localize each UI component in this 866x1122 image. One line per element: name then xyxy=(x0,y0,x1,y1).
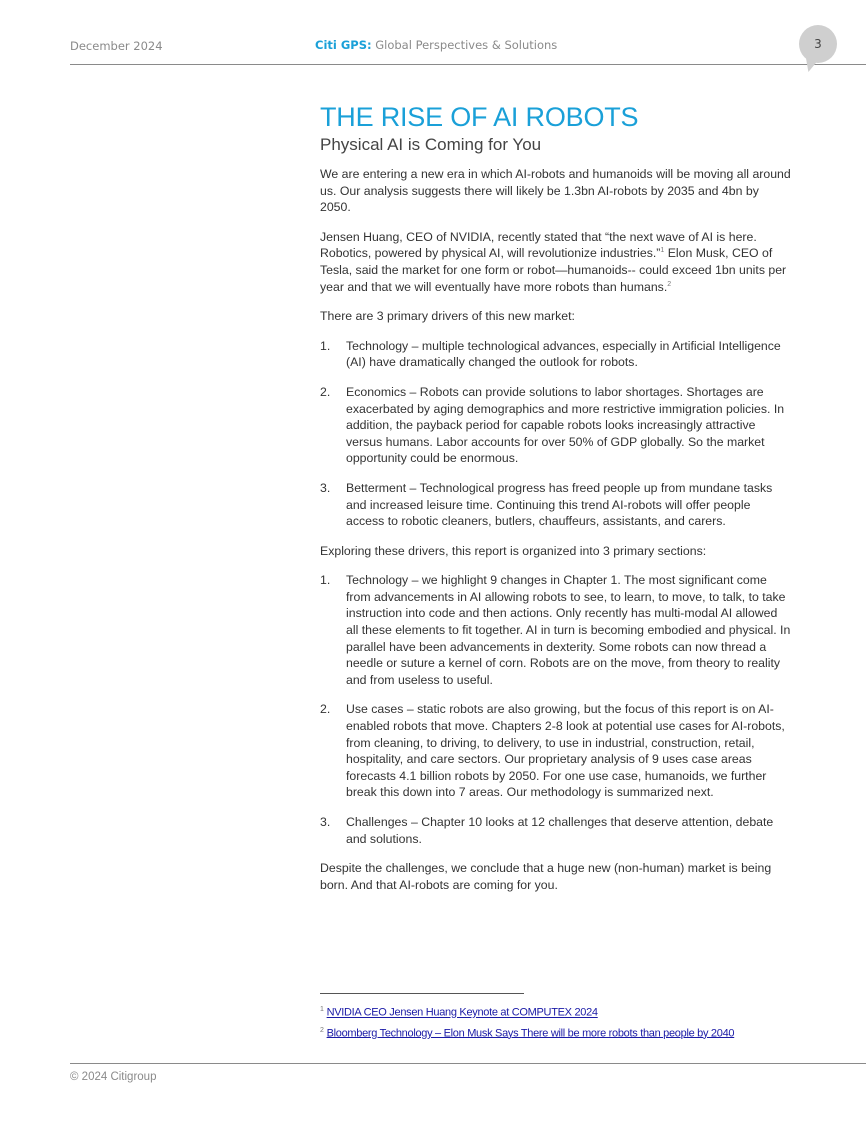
list-number: 1. xyxy=(320,573,331,588)
list-text: Technology – multiple technological advances, especially in Artificial Intelligence (AI) have dramatically changed the outlook for robots. xyxy=(346,338,781,370)
list-item xyxy=(320,814,792,847)
footnotes xyxy=(320,1001,790,1042)
header-date: December 2024 xyxy=(70,39,163,53)
list-item xyxy=(320,384,792,467)
list-number: 3. xyxy=(320,480,331,495)
footnote-ref-1[interactable]: 1 xyxy=(660,247,665,255)
header-brand xyxy=(315,38,557,52)
brand-tagline: Global Perspectives & Solutions xyxy=(371,38,558,52)
list-text: Economics – Robots can provide solutions to labor shortages. Shortages are exacerbated by aging demographics and more restrictive immigration policies. In addition, the payback period for capable robots looks increasingly attractive versus humans. Labor accounts for over 50% of GDP globally. So the market opportunity could be enormous. xyxy=(346,384,785,466)
huang-quote: Jensen Huang, CEO of NVIDIA, recently stated that “the next wave of AI is here. Robotics, powered by physical AI, will revolutionize industries.” xyxy=(320,229,757,261)
drivers-list xyxy=(320,338,792,530)
list-item xyxy=(320,701,792,801)
list-text: Technology – we highlight 9 changes in Chapter 1. The most significant come from advancements in AI allowing robots to see, to learn, to move, to talk, to take instruction into code and then actions. Only recently has multi-modal AI allowed all these elements to fit together. AI in turn is becoming embodied and physical. In parallel have been advancements in dexterity. Some robots can now thread a needle or suture a kernel of corn. Robots are on the move, from theory to reality and from useless to useful. xyxy=(346,573,791,687)
header-divider xyxy=(70,64,866,65)
sections-list xyxy=(320,572,792,847)
page-number-badge: 3 xyxy=(799,25,837,63)
footnote-divider xyxy=(320,993,524,994)
footnote-link-nvidia[interactable]: NVIDIA CEO Jensen Huang Keynote at COMPUTEX 2024 xyxy=(326,1006,598,1019)
list-number: 2. xyxy=(320,384,331,399)
footer-divider xyxy=(70,1063,866,1064)
list-number: 2. xyxy=(320,702,331,717)
page-title: THE RISE OF AI ROBOTS xyxy=(320,102,639,132)
copyright: © 2024 Citigroup xyxy=(70,1071,157,1083)
list-text: Use cases – static robots are also growing, but the focus of this report is on AI-enabled robots that move. Chapters 2-8 look at potential use cases for AI-robots, from cleaning, to driving, to delivery, to use in industrial, construction, retail, hospitality, and care sectors. Our proprietary analysis of 9 uses case areas forecasts 4.1 billion robots by 2050. For one use case, humanoids, we further break this down into 7 areas. Our methodology is summarized next. xyxy=(346,702,785,800)
footnote-mark: 1 xyxy=(320,1006,324,1013)
page-subtitle: Physical AI is Coming for You xyxy=(320,135,542,154)
page-header xyxy=(70,0,866,64)
footnote-link-bloomberg[interactable]: Bloomberg Technology – Elon Musk Says There will be more robots than people by 2040 xyxy=(326,1027,735,1040)
article-body xyxy=(320,100,792,906)
list-item xyxy=(320,572,792,688)
conclusion-paragraph: Despite the challenges, we conclude that a huge new (non-human) market is being born. And that AI-robots are coming for you. xyxy=(320,861,772,892)
footnote-2 xyxy=(320,1022,790,1043)
list-item xyxy=(320,480,792,530)
footnote-1 xyxy=(320,1001,790,1022)
list-number: 1. xyxy=(320,338,331,353)
quote-paragraph xyxy=(320,229,792,295)
list-item xyxy=(320,338,792,371)
footnote-mark: 2 xyxy=(320,1026,324,1034)
footnote-ref-2[interactable]: 2 xyxy=(667,280,672,288)
intro-paragraph: We are entering a new era in which AI-robots and humanoids will be moving all around us. Our analysis suggests there will likely be 1.3bn AI-robots by 2035 and 4bn by 2050. xyxy=(320,167,791,215)
drivers-intro: There are 3 primary drivers of this new market: xyxy=(320,309,575,324)
musk-statement: Elon Musk, CEO of Tesla, said the market for one form or robot—humanoids-- could exceed 1bn units per year and that we will eventually have more robots than humans. xyxy=(320,246,787,294)
list-number: 3. xyxy=(320,815,331,829)
list-text: Betterment – Technological progress has freed people up from mundane tasks and increased leisure time. Continuing this trend AI-robots will offer people access to robotic cleaners, butlers, chauffeurs, assistants, and carers. xyxy=(346,480,773,529)
sections-intro: Exploring these drivers, this report is organized into 3 primary sections: xyxy=(320,543,707,558)
brand-logo-text: Citi GPS: xyxy=(315,38,372,52)
list-text: Challenges – Chapter 10 looks at 12 challenges that deserve attention, debate and solutions. xyxy=(346,815,774,846)
